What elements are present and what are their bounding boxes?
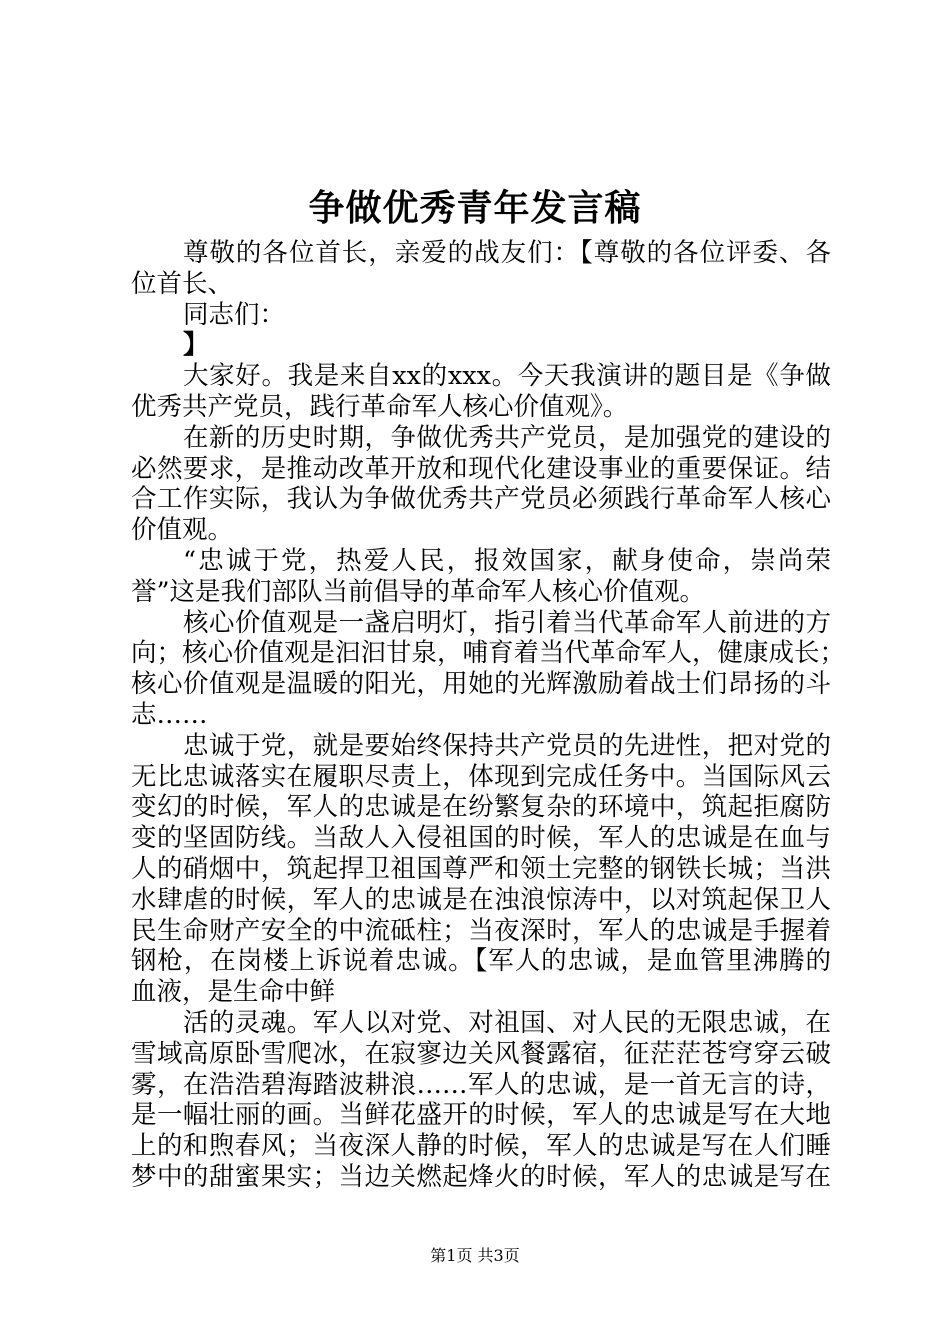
text-line: 是一幅壮丽的画。当鲜花盛开的时候，军人的忠诚是写在大地 (131, 1100, 831, 1131)
text-line: 上的和煦春风；当夜深人静的时候，军人的忠诚是写在人们睡 (131, 1131, 831, 1162)
text-line: 在新的历史时期，争做优秀共产党员，是加强党的建设的 (183, 422, 831, 453)
text-line: 忠诚于党，就是要始终保持共产党员的先进性，把对党的 (183, 730, 831, 761)
text-line: 梦中的甜蜜果实；当边关燃起烽火的时候，军人的忠诚是写在 (131, 1161, 831, 1192)
text-line: 】 (183, 330, 209, 361)
text-line: 同志们： (183, 299, 286, 330)
text-line: 核心价值观是一盏启明灯，指引着当代革命军人前进的方 (183, 607, 831, 638)
text-line: 民生命财产安全的中流砥柱；当夜深时，军人的忠诚是手握着 (131, 915, 831, 946)
text-line: 人的硝烟中，筑起捍卫祖国尊严和领土完整的钢铁长城；当洪 (131, 853, 831, 884)
text-line: 合工作实际，我认为争做优秀共产党员必须践行革命军人核心 (131, 484, 831, 515)
text-line: 必然要求，是推动改革开放和现代化建设事业的重要保证。结 (131, 453, 831, 484)
text-line: 尊敬的各位首长，亲爱的战友们：【尊敬的各位评委、各 (183, 238, 831, 268)
text-line: 血液，是生命中鲜 (131, 977, 336, 1008)
text-line: 水肆虐的时候，军人的忠诚是在浊浪惊涛中，以对筑起保卫人 (131, 884, 831, 915)
text-line: 变的坚固防线。当敌人入侵祖国的时候，军人的忠诚是在血与 (131, 823, 831, 854)
text-line: 活的灵魂。军人以对党、对祖国、对人民的无限忠诚，在 (183, 1007, 831, 1038)
text-line: 志…… (131, 699, 208, 730)
page-footer: 第1页 共3页 (430, 1246, 520, 1265)
text-line: 无比忠诚落实在履职尽责上，体现到完成任务中。当国际风云 (131, 761, 831, 792)
text-line: 雾，在浩浩碧海踏波耕浪……军人的忠诚，是一首无言的诗， (131, 1069, 831, 1100)
text-line: 大家好。我是来自xx的xxx。今天我演讲的题目是《争做 (183, 361, 831, 392)
text-line: “忠诚于党，热爱人民，报效国家，献身使命，崇尚荣 (183, 545, 831, 576)
text-line: 价值观。 (131, 515, 234, 546)
text-line: 核心价值观是温暖的阳光，用她的光辉激励着战士们昂扬的斗 (131, 669, 831, 700)
page-title: 争做优秀青年发言稿 (308, 187, 642, 229)
text-line: 位首长、 (131, 268, 234, 299)
text-line: 雪域高原卧雪爬冰，在寂寥边关风餐露宿，征茫茫苍穹穿云破 (131, 1038, 831, 1069)
text-line: 变幻的时候，军人的忠诚是在纷繁复杂的环境中，筑起拒腐防 (131, 792, 831, 823)
text-line: 优秀共产党员，践行革命军人核心价值观》。 (131, 391, 629, 422)
text-line: 誉”这是我们部队当前倡导的革命军人核心价值观。 (131, 576, 706, 607)
text-line: 向；核心价值观是汩汩甘泉，哺育着当代革命军人，健康成长； (131, 638, 846, 669)
text-line: 钢枪，在岗楼上诉说着忠诚。【军人的忠诚，是血管里沸腾的 (131, 946, 831, 977)
document-body (131, 238, 846, 1193)
